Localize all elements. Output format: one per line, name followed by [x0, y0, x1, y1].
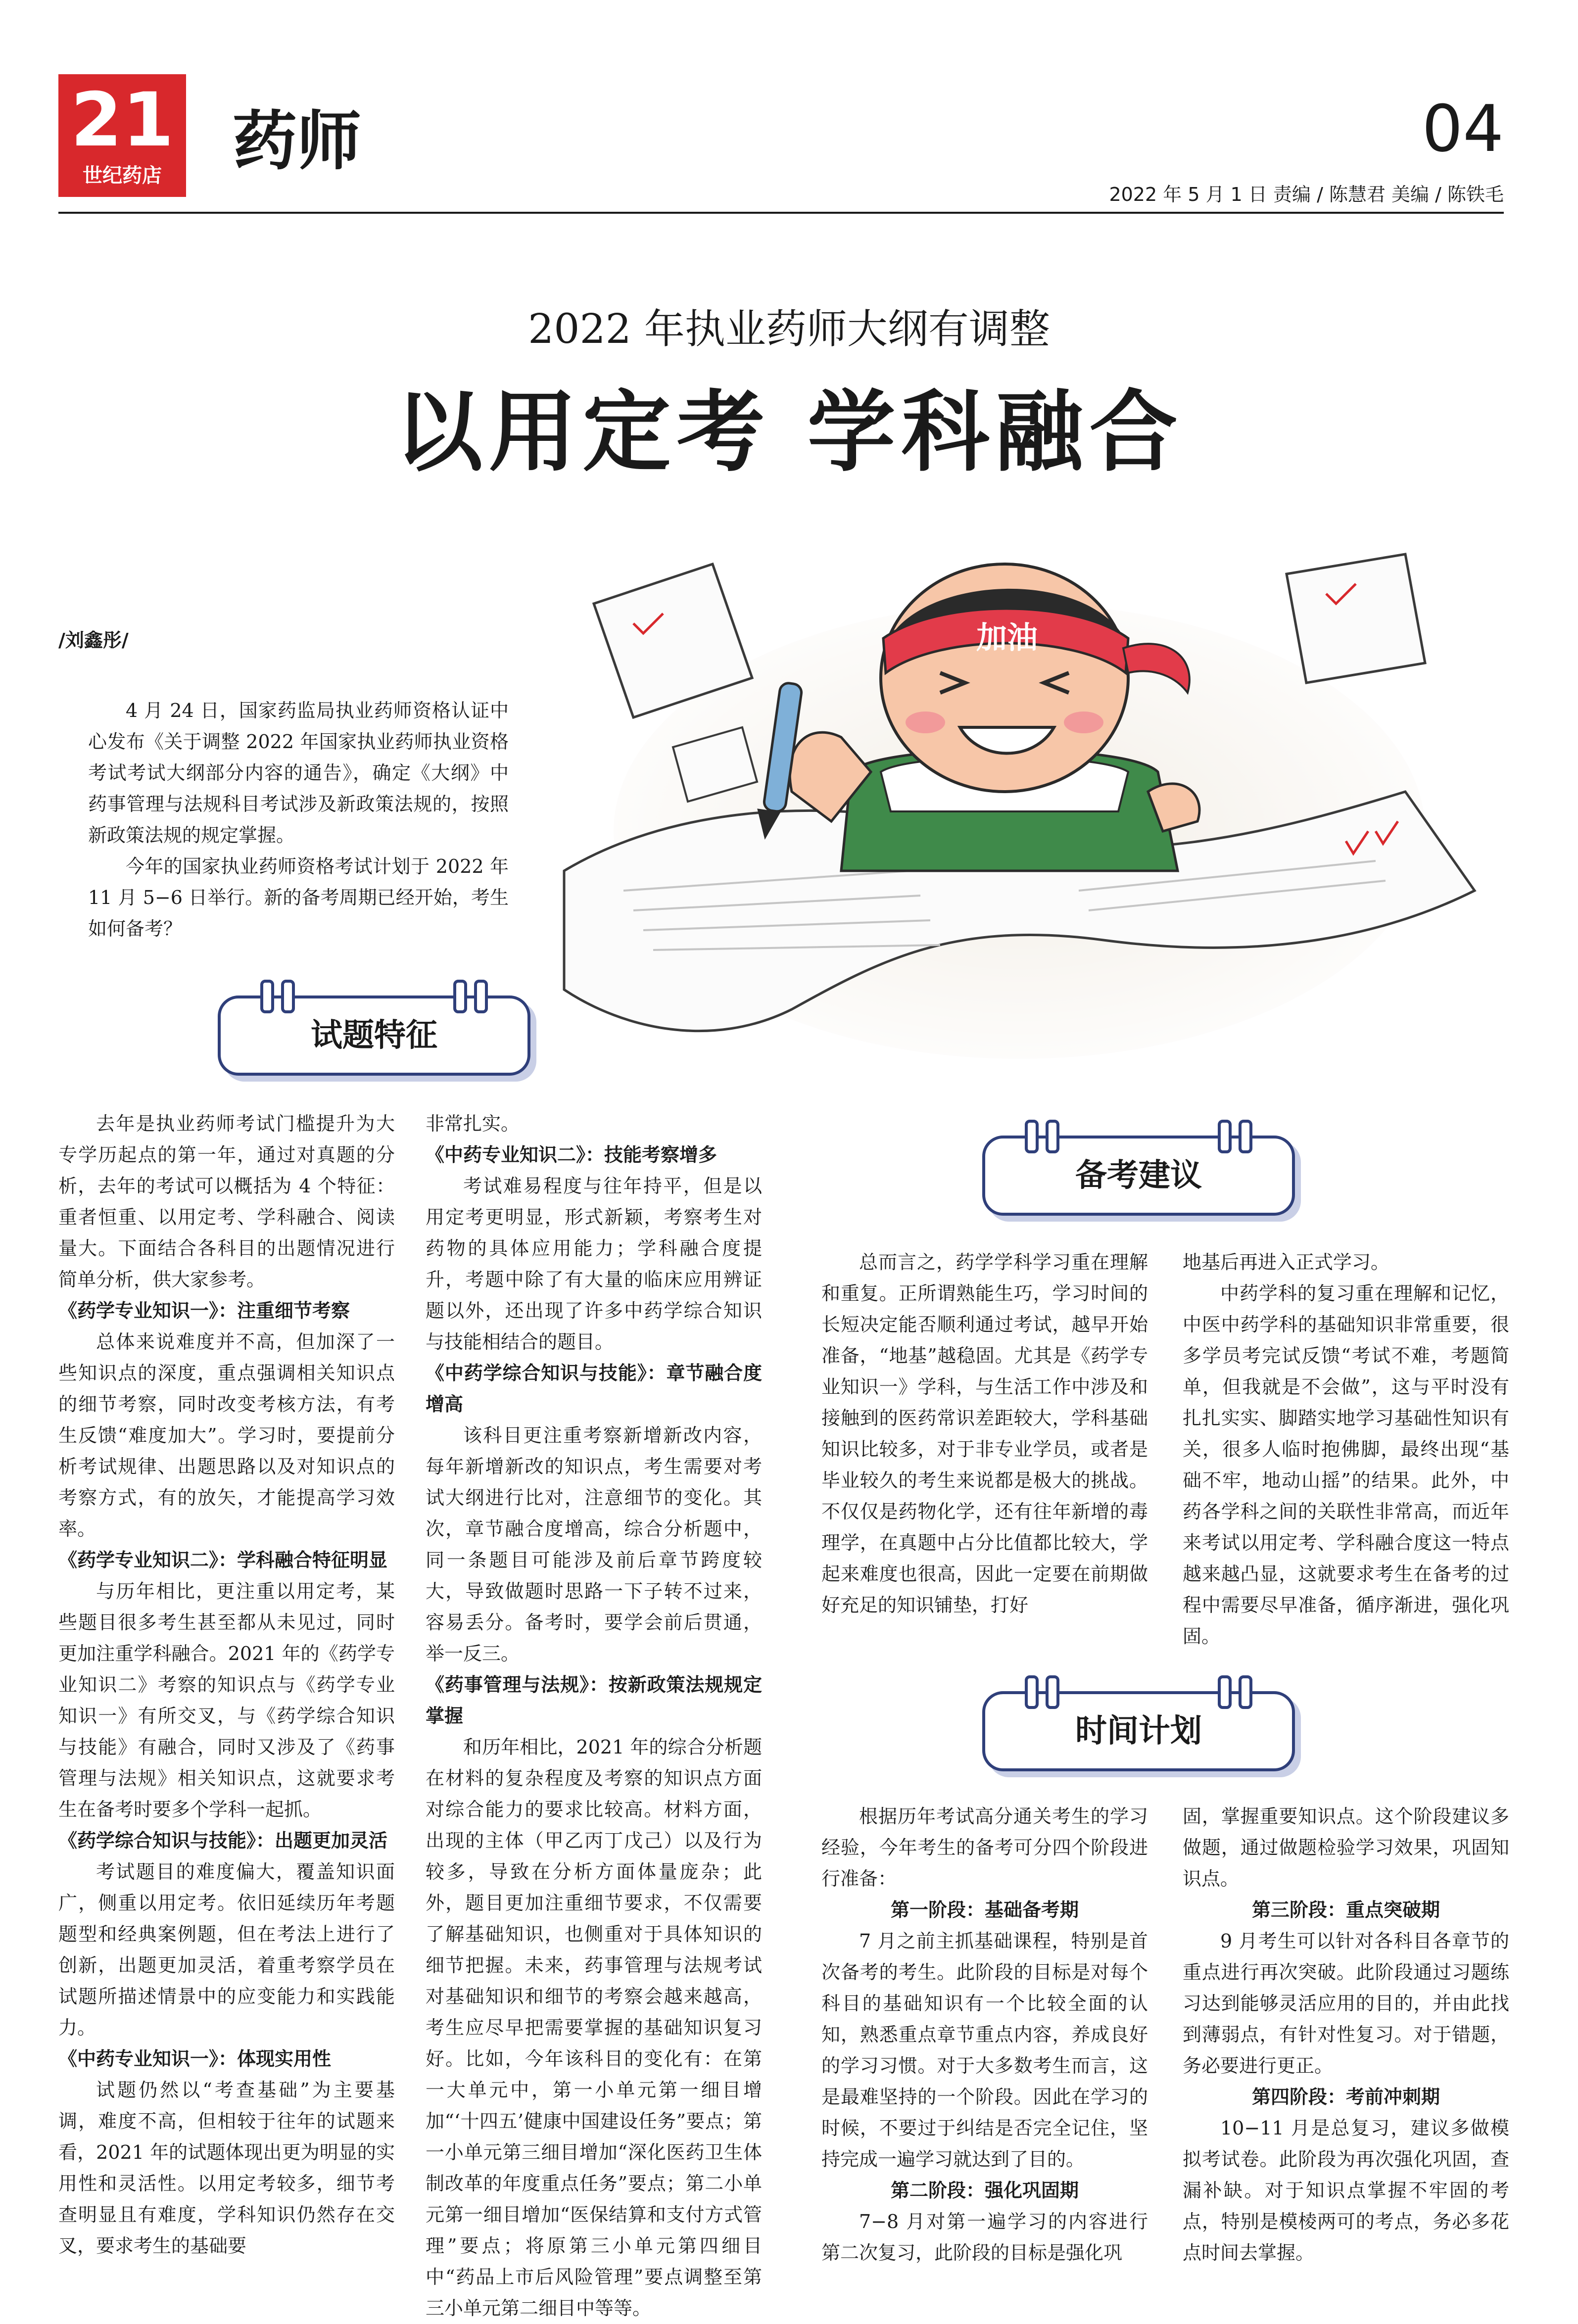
body-paragraph: 根据历年考试高分通关考生的学习经验，今年考生的备考可分四个阶段进行准备：: [821, 1805, 1148, 1890]
subsection-heading: 《中药专业知识一》：体现实用性: [58, 2048, 332, 2070]
article-headline: 以用定考 学科融合: [394, 380, 1184, 483]
logo-subtitle: 世纪药店: [83, 164, 162, 187]
section1-column2: [426, 1108, 762, 2324]
headband-text: 加油: [976, 619, 1038, 656]
body-paragraph: 和历年相比，2021 年的综合分析题在材料的复杂程度及考察的知识点方面对综合能力的要求比较高。材料方面，出现的主体（甲乙丙丁戊己）以及行为较多，导致在分析方面体量庞杂；此外，题目更加注重细节要求，不仅需要了解基础知识，也侧重对于具体知识的细节把握。未来，药事管理与法规考试对基础知识和细节的考察会越来越高，考生应尽早把需要掌握的基础知识复习好。比如，今年该科目的变化有：在第一大单元中，第一小单元第一细目增加“‘十四五’健康中国建设任务”要点；第一小单元第三细目增加“深化医药卫生体制改革的年度重点任务”要点；第二小单元第一细目增加“医保结算和支付方式管理”要点；将原第三小单元第四细目中“药品上市后风险管理”要点调整至第三小单元第二细目中等等。: [426, 1736, 762, 2319]
page-number: 04: [1422, 91, 1504, 166]
subsection-heading: 《药学综合知识与技能》：出题更加灵活: [58, 1830, 388, 1851]
subsection-heading: 《中药专业知识二》：技能考察增多: [426, 1144, 717, 1166]
section2-column1: [821, 1247, 1148, 1621]
logo-number: 21: [70, 77, 174, 163]
body-paragraph: 考试题目的难度偏大，覆盖知识面广，侧重以用定考。依旧延续历年考题题型和经典案例题，但在考法上进行了创新，出题更加灵活，着重考察学员在试题所描述情景中的应变能力和实践能力。: [58, 1861, 395, 2039]
phase-heading: 第一阶段：基础备考期: [890, 1899, 1079, 1921]
body-paragraph: 总体来说难度并不高，但加深了一些知识点的深度，重点强调相关知识点的细节考察，同时改变考核方法，有考生反馈“难度加大”。学习时，要提前分析考试规律、出题思路以及对知识点的考察方式，有的放矢，才能提高学习效率。: [58, 1331, 395, 1540]
body-paragraph: 7 月之前主抓基础课程，特别是首次备考的考生。此阶段的目标是对每个科目的基础知识有一个比较全面的认知，熟悉重点章节重点内容，养成良好的学习习惯。对于大多数考生而言，这是最难坚持的一个阶段。因此在学习的时候，不要过于纠结是否完全记住，坚持完成一遍学习就达到了目的。: [821, 1930, 1148, 2170]
section-label-text: 备考建议: [1075, 1157, 1202, 1194]
body-paragraph: 9 月考生可以针对各科目各章节的重点进行再次突破。此阶段通过习题练习达到能够灵活应用的目的，并由此找到薄弱点，有针对性复习。对于错题，务必要进行更正。: [1183, 1930, 1509, 2077]
newspaper-logo: [58, 74, 186, 197]
section-label-text: 试题特征: [311, 1017, 437, 1054]
section-label-time-plan: [982, 1691, 1295, 1771]
body-paragraph: 总而言之，药学学科学习重在理解和重复。正所谓熟能生巧，学习时间的长短决定能否顺利通过考试，越早开始准备，“地基”越稳固。尤其是《药学专业知识一》学科，与生活工作中涉及和接触到的医药常识差距较大，学科基础知识比较多，对于非专业学员，或者是毕业较久的考生来说都是极大的挑战。不仅仅是药物化学，还有往年新增的毒理学，在真题中占分比值都比较大，学起来难度也很高，因此一定要在前期做好充足的知识铺垫，打好: [821, 1251, 1148, 1616]
phase-heading: 第三阶段：重点突破期: [1251, 1899, 1440, 1921]
section-label-question-features: [218, 996, 530, 1076]
intro-text: [88, 695, 509, 945]
body-paragraph: 中药学科的复习重在理解和记忆，中医中药学科的基础知识非常重要，很多学员考完试反馈“考试不难，考题简单，但我就是不会做”，这与平时没有扎扎实实、脚踏实地学习基础性知识有关，很多人临时抱佛脚，最终出现“基础不牢，地动山摇”的结果。此外，中药各学科之间的关联性非常高，而近年来考试以用定考、学科融合度这一特点越来越凸显，这就要求考生在备考的过程中需要尽早准备，循序渐进，强化巩固。: [1183, 1282, 1509, 1647]
subsection-heading: 《药学专业知识一》：注重细节考察: [58, 1300, 350, 1322]
issue-date-editors: 2022 年 5 月 1 日 责编 / 陈慧君 美编 / 陈铁毛: [1109, 184, 1504, 205]
section-title: 药师: [233, 103, 362, 179]
subsection-heading: 《药学专业知识二》：学科融合特征明显: [58, 1549, 388, 1571]
section2-column2: [1183, 1247, 1509, 1652]
phase-heading: 第二阶段：强化巩固期: [890, 2180, 1079, 2201]
header-divider: [58, 212, 1504, 214]
body-paragraph: 去年是执业药师考试门槛提升为大专学历起点的第一年，通过对真题的分析，去年的考试可以概括为 4 个特征：重者恒重、以用定考、学科融合、阅读量大。下面结合各科目的出题情况进行简单分析，供大家参考。: [58, 1113, 395, 1290]
body-paragraph: 该科目更注重考察新增新改内容，每年新增新改的知识点，考生需要对考试大纲进行比对，注意细节的变化。其次，章节融合度增高，综合分析题中，同一条题目可能涉及前后章节跨度较大，导致做题时思路一下子转不过来，容易丢分。备考时，要学会前后贯通，举一反三。: [426, 1424, 762, 1664]
subsection-heading: 《药事管理与法规》：按新政策法规规定掌握: [426, 1674, 762, 1727]
subsection-heading: 《中药学综合知识与技能》：章节融合度增高: [426, 1362, 762, 1415]
intro-paragraph: 今年的国家执业药师资格考试计划于 2022 年 11 月 5−6 日举行。新的备考周期已经开始，考生如何备考？: [88, 855, 509, 940]
byline: /刘鑫彤/: [58, 629, 129, 651]
phase-heading: 第四阶段：考前冲刺期: [1251, 2086, 1440, 2108]
section3-column1: [821, 1801, 1148, 2269]
continued-paragraph: 固，掌握重要知识点。这个阶段建议多做题，通过做题检验学习效果，巩固知识点。: [1183, 1805, 1509, 1890]
body-paragraph: 试题仍然以“考查基础”为主要基调，难度不高，但相较于往年的试题来看，2021 年的试题体现出更为明显的实用性和灵活性。以用定考较多，细节考查明显且有难度，学科知识仍然存在交叉，要求考生的基础要: [58, 2079, 395, 2257]
continued-paragraph: 地基后再进入正式学习。: [1183, 1251, 1390, 1273]
section1-column1: [58, 1108, 395, 2262]
body-paragraph: 与历年相比，更注重以用定考，某些题目很多考生甚至都从未见过，同时更加注重学科融合。2021 年的《药学专业知识二》考察的知识点与《药学专业知识一》有所交叉，与《药学综合知识与技能》有融合，同时又涉及了《药事管理与法规》相关知识点，这就要求考生在备考时要多个学科一起抓。: [58, 1580, 395, 1820]
body-paragraph: 考试难易程度与往年持平，但是以用定考更明显，形式新颖，考察考生对药物的具体应用能力；学科融合度提升，考题中除了有大量的临床应用辨证题以外，还出现了许多中药学综合知识与技能相结合的题目。: [426, 1175, 762, 1353]
body-paragraph: 7−8 月对第一遍学习的内容进行第二次复习，此阶段的目标是强化巩: [821, 2211, 1148, 2264]
section3-column2: [1183, 1801, 1509, 2269]
intro-paragraph: 4 月 24 日，国家药监局执业药师资格认证中心发布《关于调整 2022 年国家执业药师执业资格考试考试大纲部分内容的通告》，确定《大纲》中药事管理与法规科目考试涉及新政策法规的，按照新政策法规的规定掌握。: [88, 700, 509, 846]
body-paragraph: 10−11 月是总复习，建议多做模拟考试卷。此阶段为再次强化巩固，查漏补缺。对于知识点掌握不牢固的考点，特别是模棱两可的考点，务必多花点时间去掌握。: [1183, 2117, 1509, 2264]
student-studying-illustration: [534, 515, 1504, 1069]
continued-paragraph: 非常扎实。: [426, 1113, 520, 1135]
section-label-exam-advice: [982, 1136, 1295, 1216]
article-subtitle: 2022 年执业药师大纲有调整: [528, 306, 1050, 353]
section-label-text: 时间计划: [1075, 1713, 1202, 1750]
